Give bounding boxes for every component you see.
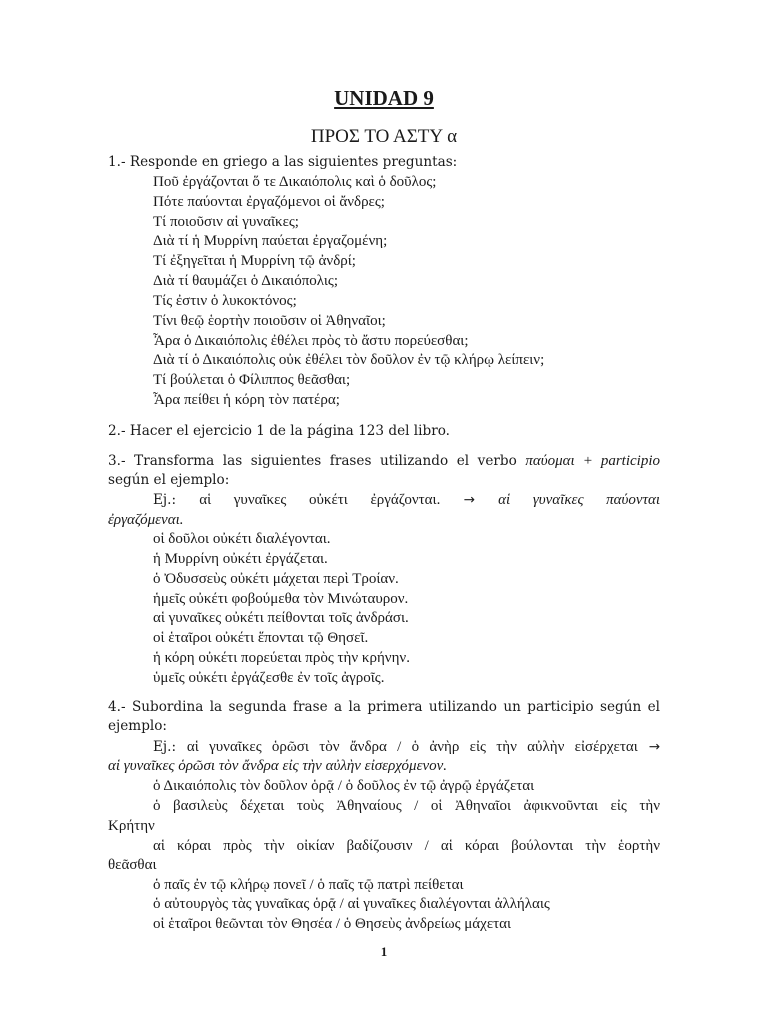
question: Διὰ τί ὁ Δικαιόπολις οὐκ ἐθέλει τὸν δοῦλον ἐν τῷ κλήρῳ λείπειν; [153,352,545,368]
exercise-4-example [108,737,660,757]
exercise-2-text: 2.- Hacer el ejercicio 1 de la página 123 del libro. [108,423,450,439]
exercise-3-heading [108,451,660,471]
unit-title: UNIDAD 9 [334,86,434,110]
pair-item: ὁ βασιλεὺς δέχεται τοὺς Ἀθηναίους / οἱ Ἀθηναῖοι ἀφικνοῦνται εἰς τὴν [153,798,660,814]
exercise-3-heading-line2: según el ejemplo: [108,472,230,488]
question: Πότε παύονται ἐργαζόμενοι οἱ ἄνδρες; [153,194,385,210]
pair-item-continued: θεᾶσθαι [108,857,157,873]
example-answer: αἱ γυναῖκες ὁρῶσι τὸν ἄνδρα εἰς τὴν αὐλὴν εἰσερχόμενον. [108,758,448,774]
pair-item: ὁ παῖς ἐν τῷ κλήρῳ πονεῖ / ὁ παῖς τῷ πατρὶ πείθεται [153,877,464,893]
exercise-3-heading-text: 3.- Transforma las siguientes frases utilizando el verbo [108,453,517,469]
exercise-3-heading-verb: παύομαι + participio [525,453,660,469]
sentence: ἡ Μυρρίνη οὐκέτι ἐργάζεται. [153,551,328,567]
question: Τίς ἐστιν ὁ λυκοκτόνος; [153,293,297,309]
sentence: ὑμεῖς οὐκέτι ἐργάζεσθε ἐν τοῖς ἀγροῖς. [153,670,385,686]
pair-item: ὁ Δικαιόπολις τὸν δοῦλον ὁρᾷ / ὁ δοῦλος ἐν τῷ ἀγρῷ ἐργάζεται [153,778,535,794]
question: Διὰ τί ἡ Μυρρίνη παύεται ἐργαζομένη; [153,233,388,249]
example-sentence: αἱ γυναῖκες ὁρῶσι τὸν ἄνδρα / ὁ ἀνὴρ εἰς τὴν αὐλὴν εἰσέρχεται [186,739,638,755]
example-sentence: αἱ γυναῖκες οὐκέτι ἐργάζονται. [199,492,441,508]
pair-item-continued: Κρήτην [108,818,155,834]
arrow-icon: → [648,739,661,755]
page-number: 1 [380,944,388,959]
example-answer: αἱ γυναῖκες παύονται [498,492,661,508]
question: Ποῦ ἐργάζονται ὅ τε Δικαιόπολις καὶ ὁ δοῦλος; [153,174,437,190]
sentence: ἡ κόρη οὐκέτι πορεύεται πρὸς τὴν κρήνην. [153,650,410,666]
exercise-1-heading: 1.- Responde en griego a las siguientes preguntas: [108,154,458,170]
example-answer-continued: ἐργαζόμεναι. [108,512,184,528]
question: Ἆρα ὁ Δικαιόπολις ἐθέλει πρὸς τὸ ἄστυ πορεύεσθαι; [153,333,469,349]
question: Τί βούλεται ὁ Φίλιππος θεᾶσθαι; [153,372,351,388]
question: Τί ἐξηγεῖται ἡ Μυρρίνη τῷ ἀνδρί; [153,253,356,269]
sentence: ὁ Ὀδυσσεὺς οὐκέτι μάχεται περὶ Τροίαν. [153,571,399,587]
pair-item: αἱ κόραι πρὸς τὴν οἰκίαν βαδίζουσιν / αἱ κόραι βούλονται τὴν ἑορτὴν [153,838,660,854]
question: Τίνι θεῷ ἑορτὴν ποιοῦσιν οἱ Ἀθηναῖοι; [153,313,386,329]
sentence: αἱ γυναῖκες οὐκέτι πείθονται τοῖς ἀνδράσι. [153,610,409,626]
pair-item: οἱ ἑταῖροι θεῶνται τὸν Θησέα / ὁ Θησεὺς ἀνδρείως μάχεται [153,916,512,932]
question: Διὰ τί θαυμάζει ὁ Δικαιόπολις; [153,273,339,289]
sentence: ἡμεῖς οὐκέτι φοβούμεθα τὸν Μινώταυρον. [153,591,409,607]
arrow-icon: → [463,492,475,508]
pair-item: ὁ αὐτουργὸς τὰς γυναῖκας ὁρᾷ / αἱ γυναῖκες διαλέγονται ἀλλήλαις [153,896,550,912]
example-label: Ej.: [153,492,177,508]
lesson-subtitle: ΠΡΟΣ ΤΟ ΑΣΤΥ α [310,126,458,147]
sentence: οἱ ἑταῖροι οὐκέτι ἕπονται τῷ Θησεῖ. [153,630,369,646]
question: Τί ποιοῦσιν αἱ γυναῖκες; [153,214,299,230]
exercise-3-example [108,490,660,510]
exercise-4-heading-line2: ejemplo: [108,718,168,734]
example-label: Ej.: [153,739,177,755]
sentence: οἱ δοῦλοι οὐκέτι διαλέγονται. [153,531,331,547]
question: Ἆρα πείθει ἡ κόρη τὸν πατέρα; [153,392,340,408]
exercise-4-heading: 4.- Subordina la segunda frase a la primera utilizando un participio según el [108,699,660,715]
